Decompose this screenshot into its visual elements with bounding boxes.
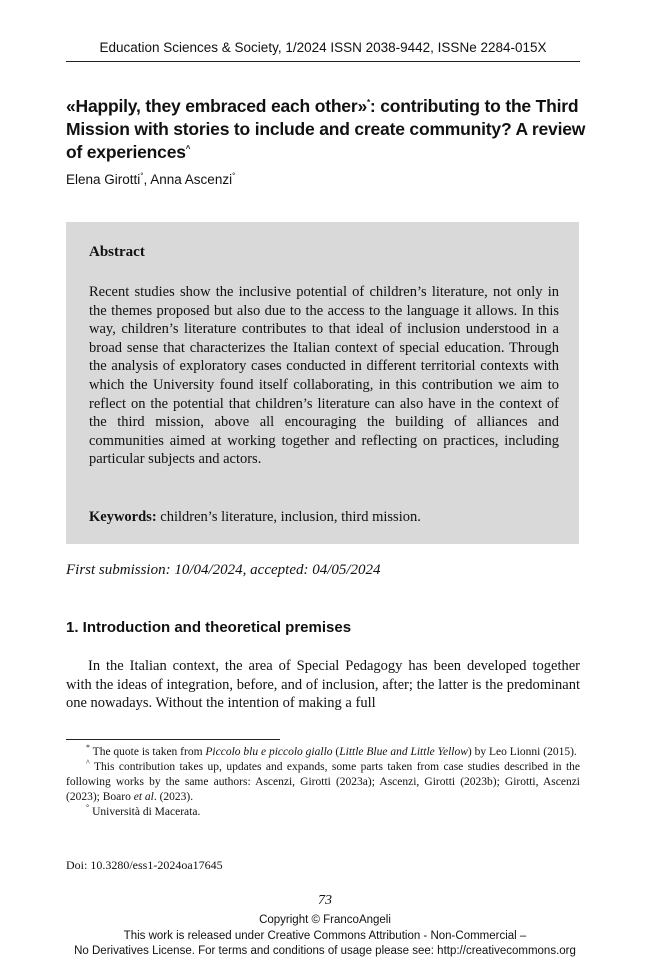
title-text-part1: «Happily, they embraced each other» bbox=[66, 96, 367, 116]
copyright-line-3: No Derivatives License. For terms and conditions of usage please see: http://creativecommons.org bbox=[74, 945, 576, 957]
doi: Doi: 10.3280/ess1-2024oa17645 bbox=[66, 858, 223, 872]
keywords-line bbox=[89, 509, 421, 526]
page-number: 73 bbox=[318, 893, 332, 908]
footnote-2-text-b: . (2023). bbox=[153, 791, 194, 803]
footnote-3-mark: ° bbox=[86, 803, 90, 813]
author-2-mark: ° bbox=[232, 171, 236, 181]
keywords-label: Keywords: bbox=[89, 509, 157, 525]
section-heading: 1. Introduction and theoretical premises bbox=[66, 619, 352, 636]
footnote-1 bbox=[66, 745, 580, 760]
submission-dates: First submission: 10/04/2024, accepted: 04/05/2024 bbox=[66, 562, 381, 578]
copyright-line-1: Copyright © FrancoAngeli bbox=[259, 914, 391, 926]
abstract-heading: Abstract bbox=[89, 244, 145, 260]
footnote-3 bbox=[66, 805, 580, 820]
title-text-part2: : contributing to the Third Mission with stories to include and create community? A review of experiences bbox=[66, 96, 586, 162]
footnote-1-book-title: Piccolo blu e piccolo giallo bbox=[205, 746, 333, 758]
footnote-1-mark: * bbox=[86, 743, 90, 753]
author-separator: , bbox=[143, 172, 151, 187]
footnote-2-mark: ^ bbox=[86, 758, 90, 768]
author-1-mark: ° bbox=[140, 171, 144, 181]
copyright-line-2: This work is released under Creative Commons Attribution - Non-Commercial – bbox=[123, 929, 527, 942]
footnote-2-et-al: et al bbox=[133, 791, 154, 803]
title-footnote-mark-1: * bbox=[367, 98, 370, 108]
abstract-box bbox=[66, 222, 579, 544]
footnote-1-text-c: ) by Leo Lionni (2015). bbox=[467, 746, 577, 758]
running-head: Education Sciences & Society, 1/2024 ISSN 2038-9442, ISSNe 2284-015X bbox=[99, 40, 547, 55]
copyright-notice bbox=[0, 913, 650, 960]
authors-line bbox=[66, 172, 235, 187]
author-2: Anna Ascenzi bbox=[150, 172, 233, 187]
footnote-rule bbox=[66, 739, 280, 740]
article-title bbox=[66, 95, 586, 164]
footnote-2 bbox=[66, 760, 580, 805]
keywords-list: children’s literature, inclusion, third mission. bbox=[156, 509, 421, 525]
title-footnote-mark-2: ^ bbox=[185, 144, 191, 154]
footnote-1-book-title-en: Little Blue and Little Yellow bbox=[339, 746, 468, 758]
footnote-3-text: Università di Macerata. bbox=[89, 806, 201, 818]
header-rule bbox=[66, 61, 580, 62]
footnote-2-text-a: This contribution takes up, updates and expands, some parts taken from case studies described in the following works by the same authors: Ascenzi, Girotti (2023a); Ascenzi, Girotti (2023b); Girotti, Ascenzi (2023); Boaro bbox=[66, 761, 580, 803]
footnote-1-text-b: ( bbox=[332, 746, 340, 758]
footnotes bbox=[66, 745, 580, 820]
intro-paragraph: In the Italian context, the area of Special Pedagogy has been developed together with the ideas of integration, before, and of inclusion, after; the latter is the predominant one nowadays. Without the intention of making a full bbox=[66, 658, 580, 712]
abstract-text: Recent studies show the inclusive potential of children’s literature, not only in the themes proposed but also due to the access to the language it allows. In this way, children’s literature contributes to that ideal of inclusion understood in a broad sense that characterizes the Italian context of special education. Through the analysis of exploratory cases conducted in different territorial contexts with which the University found itself collaborating, in this contribution we aim to reflect on the potential that children’s literature can also have in the context of the third mission, above all encouraging the building of alliances and communities aimed at working together and reflecting on practices, including particular subjects and actors. bbox=[89, 284, 559, 468]
author-1: Elena Girotti bbox=[66, 172, 141, 187]
footnote-1-text-a: The quote is taken from bbox=[90, 746, 206, 758]
